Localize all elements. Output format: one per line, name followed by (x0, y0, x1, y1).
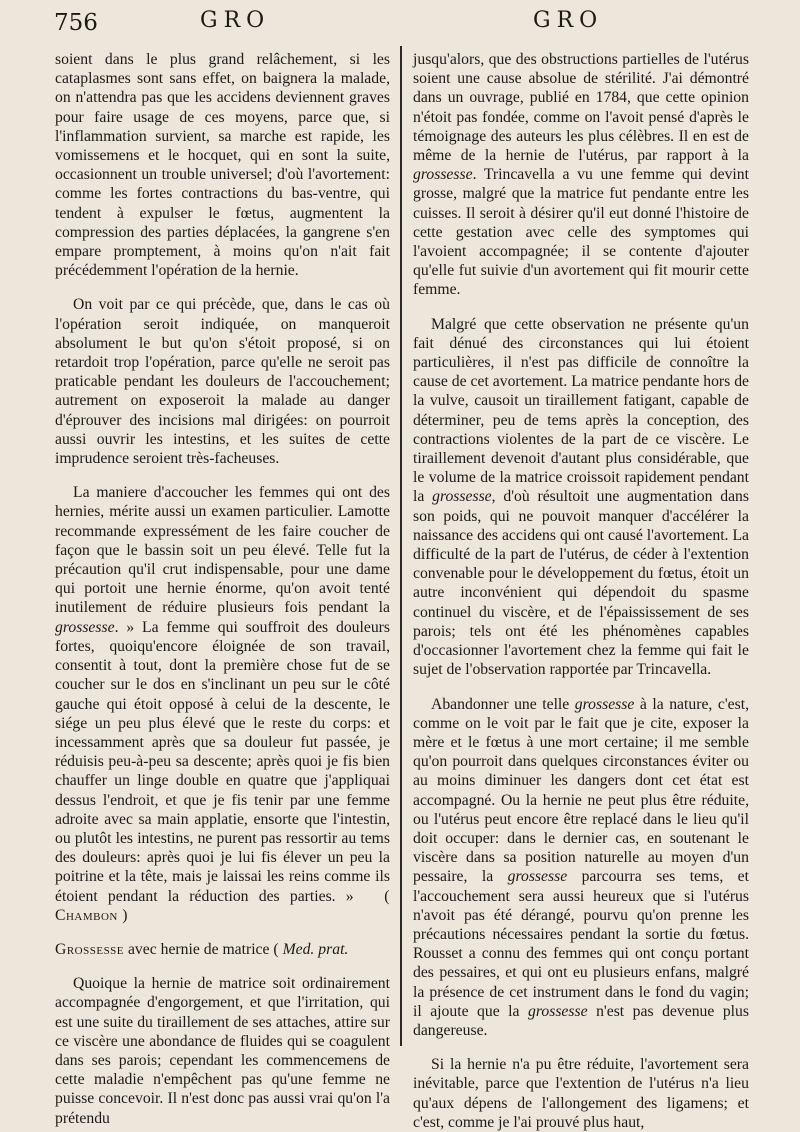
paragraph: Si la hernie n'a pu être réduite, l'avortement sera inévitable, parce que l'extention de l'utérus n'a lieu qu'aux dépens de l'allongement des ligamens; et c'est, comme je l'ai prouvé plus haut, (413, 1056, 749, 1131)
right-column (413, 50, 749, 1132)
paragraph: Malgré que cette observation ne présente qu'un fait dénué des circonstances qui lui étoient particulières, il n'est pas difficile de connoître la cause de cet avortement. La matrice pendante hors de la vulve, causoit un tiraillement fatigant, capable de déterminer, peu de tems après la conception, des contractions violentes de la part de ce viscère. Le tiraillement devenoit d'autant plus considérable, que le volume de la matrice croissoit rapidement pendant la grossesse, d'où résultoit une augmentation dans son poids, qui ne pouvoit manquer d'accélérer la naissance des accidens qui ont causé l'avortement. La difficulté de la part de l'utérus, de céder à l'extention convenable pour le développement du fœtus, étoit un autre inconvénient qui dépendoit du spasme continuel du viscère, et de l'épaississement de ses parois; tels ont été les phénomènes capables d'occasionner l'avortement chez la femme qui fait le sujet de l'observation rapportée par Trincavella. (413, 315, 749, 679)
page-number: 756 (54, 10, 98, 36)
left-column (55, 50, 390, 1128)
paragraph: La maniere d'accoucher les femmes qui ont des hernies, mérite aussi un examen particulier. Lamotte recommande expressément de les faire coucher de façon que le bassin soit un peu élevé. Telle fut la précaution qu'il crut indispensable, pour une dame qui portoit une hernie énorme, qu'on avoit tenté inutilement de réduire plusieurs fois pendant la grossesse. » La femme qui souffroit des douleurs fortes, quoiqu'encore éloignée de son travail, consentit à tout, dont la première chose fut de se coucher sur le dos en s'inclinant un peu sur le côté gauche qui étoit opposé à celui de la descente, le siége un peu plus élevé que le reste du corps: et incessamment après que sa douleur fut passée, je réduisis peu-à-peu sa descente; après quoi je fis bien chauffer un linge double en quatre que j'appliquai dessus l'endroit, et que je fis tenir par une femme adroite avec sa main applatie, ensorte que l'intestin, ou plutôt les intestins, ne purent pas ressortir au tems des douleurs: après quoi je lui fis élever un peu la poitrine et la tête, mais je laissai les reins comme ils étoient pendant la réduction des parties. » ( Chambon ) (55, 484, 391, 924)
article-heading: Grossesse avec hernie de matrice ( Med. prat. (55, 940, 349, 958)
paragraph: Abandonner une telle grossesse à la nature, c'est, comme on le voit par le fait que je cite, exposer la mère et le fœtus à une mort certaine; il me semble qu'on pourroit dans quelques circonstances éviter ou au moins diminuer les dangers dont cet état est accompagné. Ou la hernie ne peut plus être réduite, ou l'utérus peut encore être replacé dans le lieu qu'il doit occuper: dans le dernier cas, en soutenant le viscère dans sa position naturelle au moyen d'un pessaire, la grossesse parcourra ses tems, et l'accouchement sera aussi heureux que si l'utérus n'avoit pas été dérangé, pourvu qu'on prenne les précautions nécessaires pendant la sortie du fœtus. Rousset a connu des femmes qui ont conçu portant des pessaires, et qui ont eu plusieurs enfans, malgré la présence de cet instrument dans le fond du vagin; il ajoute que la grossesse n'est pas devenue plus dangereuse. (413, 695, 749, 1039)
paragraph: soient dans le plus grand relâchement, si les cataplasmes sont sans effet, on baignera la malade, on n'attendra pas que les accidens deviennent graves pour faire usage de ces moyens, parce que, si l'inflammation survient, sa marche est rapide, les vomissemens et le hocquet, qui en sont la suite, occasionnent un trouble universel; d'où l'avortement: comme les fortes contractions du bas-ventre, qui tendent à expulser le fœtus, augmentent la compression des parties déplacées, la gangrene s'en empare promptement, à moins qu'on n'ait fait précédemment l'opération de la hernie. (55, 51, 390, 280)
column-rule (400, 46, 402, 1046)
paragraph: jusqu'alors, que des obstructions partielles de l'utérus soient une cause absolue de stérilité. J'ai démontré dans un ouvrage, publié en 1784, que cette opinion n'étoit pas fondée, comme on l'avoit pensé d'après le témoignage des auteurs les plus célèbres. Il en est de même de la hernie de l'utérus, par rapport à la grossesse. Trincavella a vu une femme qui devint grosse, malgré que la matrice fut pendante entre les cuisses. Il seroit à désirer qu'il eut donné l'histoire de cette gestation avec celle des symptomes qui l'avoient accompagnée; il se contente d'ajouter qu'elle fut suivie d'un avortement qui fit mourir cette femme. (413, 51, 749, 299)
running-title-left: GRO (200, 8, 271, 33)
attribution: ( Chambon ) (55, 887, 391, 924)
paragraph: On voit par ce qui précède, que, dans le cas où l'opération seroit indiquée, on manqueroit absolument le but qu'on s'étoit proposé, si on retardoit trop l'opération, parce qu'elle ne seroit pas praticable pendant les douleurs de l'accouchement; autrement on exposeroit la malade au danger d'éprouver des incisions mal dirigées: on pourroit aussi ouvrir les intestins, et les suites de cette imprudence seroient très-facheuses. (55, 296, 390, 468)
paragraph: Quoique la hernie de matrice soit ordinairement accompagnée d'engorgement, et que l'irritation, qui est une suite du tiraillement de ses attaches, attire sur ce viscère une abondance de fluides qui se coagulent dans ses parois; cependant les commencemens de cette maladie n'empêchent pas qu'une femme ne puisse concevoir. Il n'est donc pas aussi vrai qu'on l'a prétendu (55, 975, 390, 1127)
running-title-right: GRO (533, 8, 604, 33)
